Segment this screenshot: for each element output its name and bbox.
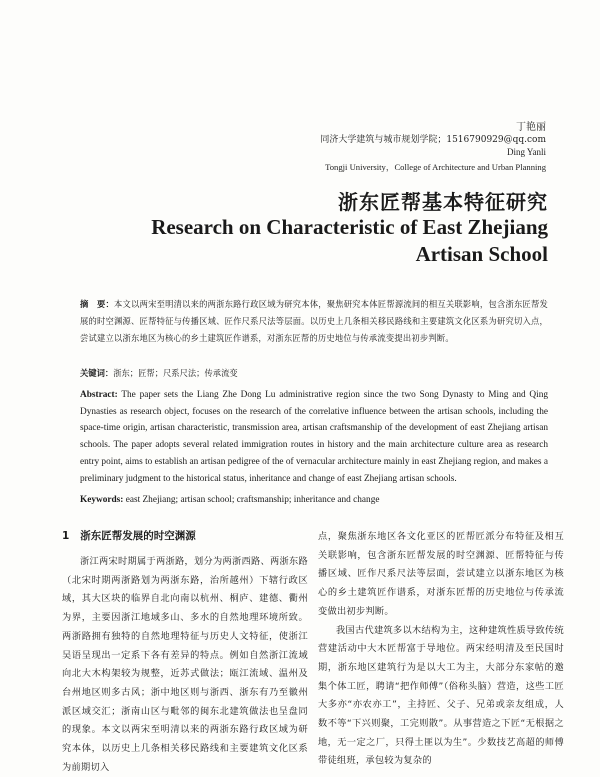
- body-paragraph: 浙江两宋时期属于两浙路，划分为两浙西路、两浙东路（北宋时期两浙路划为两浙东路，治所越州）下辖行政区域，其大区块的临界自北向南以杭州、桐庐、建德、衢州为界，主要因浙江地域多山、多水的自然地理环境所致。两浙路拥有独特的自然地理特征与历史人文特征，使浙江吴语呈现出一定系下各有差异的特点。例如自然浙江流域向北大木构架较为规整，近苏式做法；瓯江流域、温州及台州地区则多古风；浙中地区则与浙西、浙东有乃至徽州派区域交汇；浙南山区与毗邻的闽东北建筑做法也呈盘同的现象。本文以两宋至明清以来的两浙东路行政区域为研究本体，以历史上几条相关移民路线和主要建筑文化区系为前期切入: [62, 556, 308, 773]
- abstract-en: [80, 387, 548, 487]
- author-name-en: Ding Yanli: [506, 147, 546, 157]
- abstract-zh-label: 摘 要：: [80, 299, 115, 309]
- abstract-en-label: Abstract:: [80, 390, 118, 400]
- abstract-en-text: The paper sets the Liang Zhe Dong Lu administrative region since the two Song Dynasty to Ming and Qing Dynasties as research object, focuses on the research of the correlative influence between the artisan schools, including the space-time origin, artisan characteristic, transmission area, artisan craftsmanship of the development of east Zhejiang artisan schools. The paper adopts several related immigration routes in history and the main architecture culture area as research entry point, aims to establish an artisan pedigree of the of vernacular architecture mainly in east Zhejiang region, and makes a preliminary judgment to the historical status, inheritance and change of east Zhejiang artisan schools.: [80, 390, 549, 484]
- keywords-zh-text: 浙东；匠帮；尺系尺法；传承流变: [113, 368, 238, 378]
- affiliation-en: Tongji University，College of Architecture and Urban Planning: [325, 162, 546, 172]
- abstract-zh: [80, 296, 548, 346]
- title-zh: 浙东匠帮基本特征研究: [338, 190, 548, 214]
- affiliation-zh: 同济大学建筑与城市规划学院；1516790929@qq.com: [320, 135, 546, 145]
- author-name-zh: 丁艳丽: [516, 122, 546, 133]
- body-paragraph: 我国古代建筑多以木结构为主，这种建筑性质导致传统营建活动中大木匠帮富于导地位。两宋经明清及至民国时期，浙东地区建筑行为是以大工为主，大部分东家帖的邀集个体工匠，聘请“把作师傅”（俗称头脑）营造，这些工匠大多亦“亦农亦工”，主持匠、父子、兄弟或亲友组成，人数不等“下兴则聚，工完则散”。从事营造之下匠“无根据之地，无一定之厂，只得土匪以为生”。少数技艺高超的师傅带徒组班，承包较为复杂的: [318, 624, 564, 767]
- keywords-en-label: Keywords:: [80, 495, 124, 505]
- abstract-zh-text: 本文以两宋至明清以来的两浙东路行政区域为研究本体，聚焦研究本体匠帮源流间的相互关联影响，包含浙东匠帮发展的时空渊源、匠帮特征与传播区域、匠作尺系尺法等层面。以历史上几条相关移民路线和主要建筑文化区系为研究切入点，尝试建立以浙东地区为核心的乡土建筑匠作谱系，对浙东匠帮的历史地位与传承流变提出初步判断。: [80, 299, 548, 343]
- title-en: Research on Characteristic of East Zhejiang Artisan School: [151, 215, 548, 266]
- keywords-zh-label: 关键词：: [80, 368, 114, 378]
- section-heading: [62, 528, 196, 543]
- body-column-right: [318, 528, 564, 771]
- body-column-left: [62, 553, 308, 777]
- section-number: 1: [62, 530, 70, 542]
- keywords-en: [80, 493, 548, 507]
- section-title: 浙东匠帮发展的时空渊源: [80, 530, 196, 542]
- keywords-en-text: east Zhejiang; artisan school; craftsmanship; inheritance and change: [125, 495, 380, 505]
- keywords-zh: [80, 366, 548, 380]
- body-paragraph: 点，聚焦浙东地区各文化亚区的匠帮匠派分布特征及相互关联影响，包含浙东匠帮发展的时空渊源、匠帮特征与传播区域、匠作尺系尺法等层面，尝试建立以浙东地区为核心的乡土建筑匠作谱系，对浙东匠帮的历史地位与传承流变做出初步判断。: [318, 531, 564, 617]
